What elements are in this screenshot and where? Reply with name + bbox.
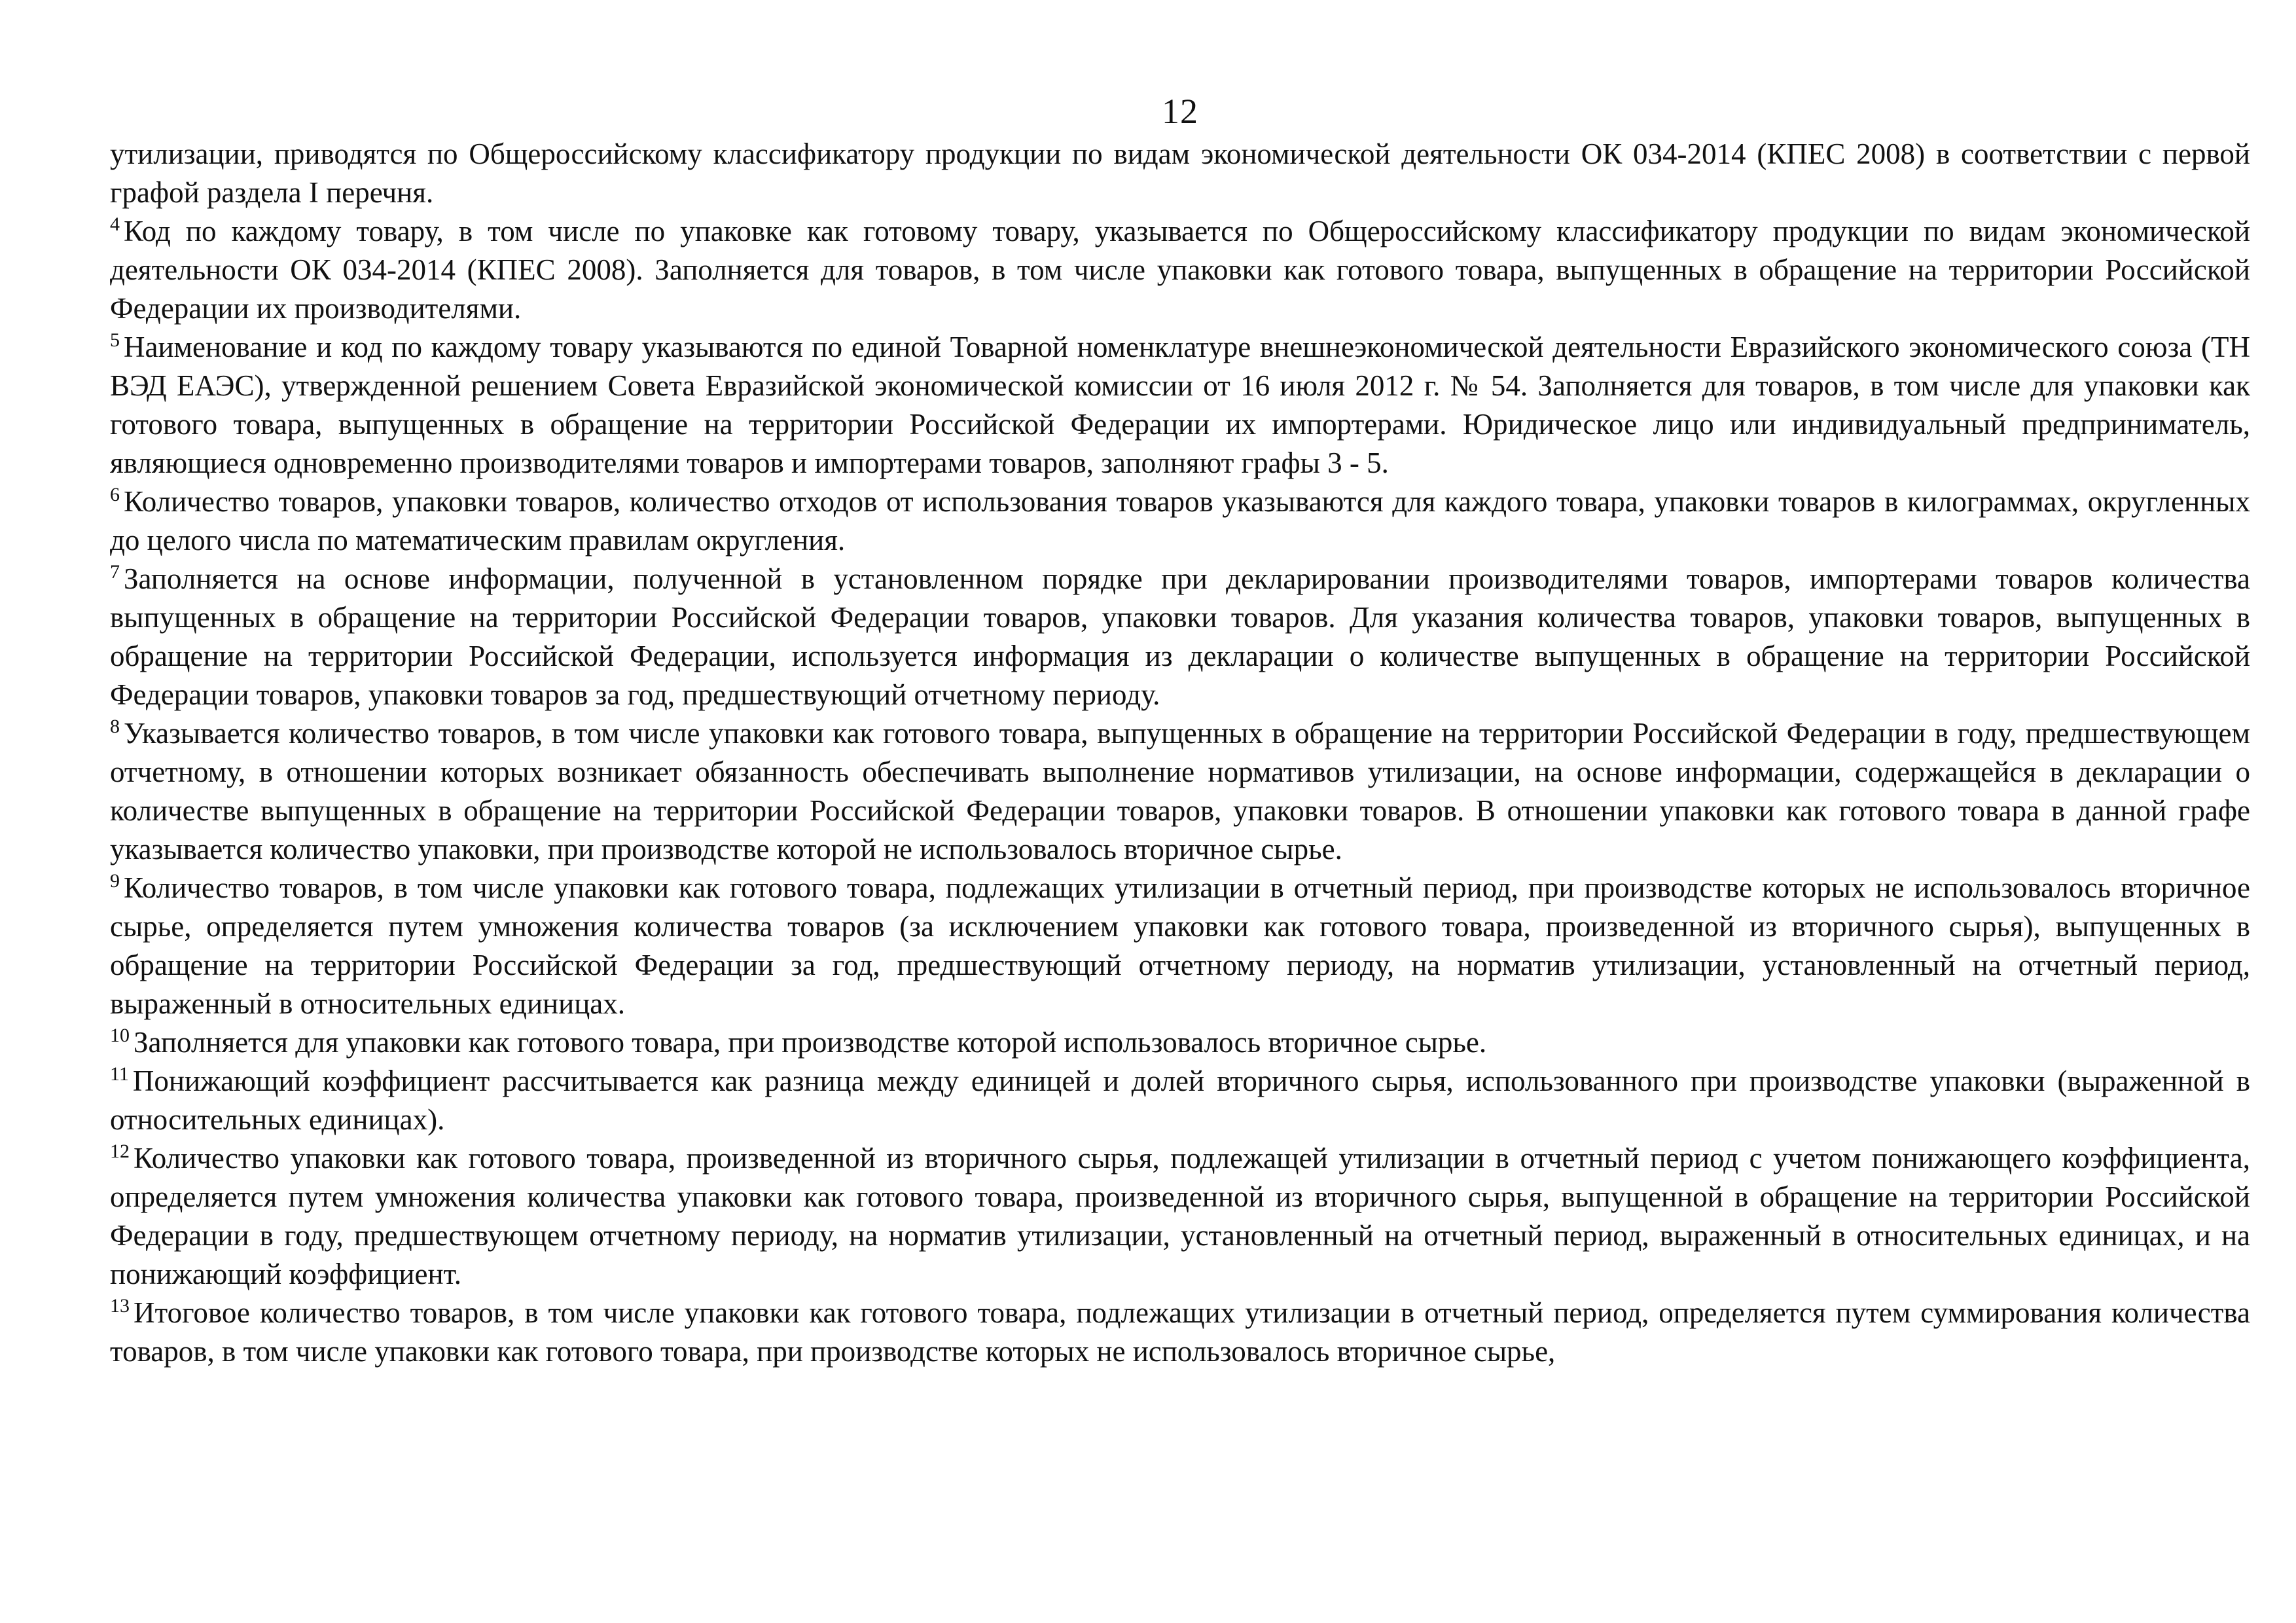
footnote-number: 11 bbox=[110, 1063, 129, 1085]
footnote-text: Наименование и код по каждому товару указываются по единой Товарной номенклатуре внешнеэкономической деятельности Евразийского экономического союза (ТН ВЭД ЕАЭС), утвержденной решением Совета Евразийской экономической комиссии от 16 июля 2012 г. № 54. Заполняется для товаров, в том числе для упаковки как готового товара, выпущенных в обращение на территории Российской Федерации их импортерами. Юридическое лицо или индивидуальный предприниматель, являющиеся одновременно производителями товаров и импортерами товаров, заполняют графы 3 - 5. bbox=[110, 331, 2250, 479]
footnote-8 bbox=[110, 714, 2250, 869]
page-number: 12 bbox=[1162, 92, 1198, 131]
footnote-text: Указывается количество товаров, в том числе упаковки как готового товара, выпущенных в обращение на территории Российской Федерации в году, предшествующем отчетному, в отношении которых возникает обязанность обеспечивать выполнение нормативов утилизации, на основе информации, содержащейся в декларации о количестве выпущенных в обращение на территории Российской Федерации товаров, упаковки товаров. В отношении упаковки как готового товара в данной графе указывается количество упаковки, при производстве которой не использовалось вторичное сырье. bbox=[110, 717, 2250, 866]
footnote-number: 10 bbox=[110, 1025, 130, 1046]
footnote-number: 7 bbox=[110, 561, 120, 583]
footnote-text: Количество товаров, в том числе упаковки как готового товара, подлежащих утилизации в отчетный период, при производстве которых не использовалось вторичное сырье, определяется путем умножения количества товаров (за исключением упаковки как готового товара, произведенной из вторичного сырья), выпущенных в обращение на территории Российской Федерации за год, предшествующий отчетному периоду, на норматив утилизации, установленный на отчетный период, выраженный в относительных единицах. bbox=[110, 871, 2250, 1020]
footnote-11 bbox=[110, 1062, 2250, 1139]
footnote-text: Заполняется на основе информации, полученной в установленном порядке при декларировании производителями товаров, импортерами товаров количества выпущенных в обращение на территории Российской Федерации товаров, упаковки товаров. Для указания количества товаров, упаковки товаров, выпущенных в обращение на территории Российской Федерации, используется информация из декларации о количестве выпущенных в обращение на территории Российской Федерации товаров, упаковки товаров за год, предшествующий отчетному периоду. bbox=[110, 562, 2250, 711]
footnote-text: Количество товаров, упаковки товаров, количество отходов от использования товаров указываются для каждого товара, упаковки товаров в килограммах, округленных до целого числа по математическим правилам округления. bbox=[110, 485, 2250, 556]
footnotes-block bbox=[110, 135, 2250, 1371]
footnote-number: 4 bbox=[110, 213, 120, 235]
footnote-13 bbox=[110, 1294, 2250, 1371]
footnote-text: утилизации, приводятся по Общероссийскому классификатору продукции по видам экономической деятельности ОК 034-2014 (КПЕС 2008) в соответствии с первой графой раздела I перечня. bbox=[110, 137, 2250, 209]
footnote-text: Количество упаковки как готового товара, произведенной из вторичного сырья, подлежащей утилизации в отчетный период с учетом понижающего коэффициента, определяется путем умножения количества упаковки как готового товара, произведенной из вторичного сырья, выпущенной в обращение на территории Российской Федерации в году, предшествующем отчетному периоду, на норматив утилизации, установленный на отчетный период, выраженный в относительных единицах, и на понижающий коэффициент. bbox=[110, 1142, 2250, 1290]
footnote-number: 6 bbox=[110, 484, 120, 505]
footnote-number: 12 bbox=[110, 1140, 130, 1162]
footnote-5 bbox=[110, 328, 2250, 483]
footnote-6 bbox=[110, 483, 2250, 560]
footnote-4 bbox=[110, 212, 2250, 328]
footnote-continuation bbox=[110, 135, 2250, 212]
footnote-text: Понижающий коэффициент рассчитывается как разница между единицей и долей вторичного сырья, использованного при производстве упаковки (выраженной в относительных единицах). bbox=[110, 1065, 2250, 1136]
footnote-number: 5 bbox=[110, 329, 120, 351]
footnote-text: Код по каждому товару, в том числе по упаковке как готовому товару, указывается по Общероссийскому классификатору продукции по видам экономической деятельности ОК 034-2014 (КПЕС 2008). Заполняется для товаров, в том числе упаковки как готового товара, выпущенных в обращение на территории Российской Федерации их производителями. bbox=[110, 215, 2250, 325]
footnote-9 bbox=[110, 869, 2250, 1023]
footnote-10 bbox=[110, 1023, 2250, 1062]
footnote-12 bbox=[110, 1139, 2250, 1294]
footnote-text: Заполняется для упаковки как готового товара, при производстве которой использовалось вторичное сырье. bbox=[134, 1026, 1487, 1059]
footnote-number: 9 bbox=[110, 870, 120, 892]
footnote-number: 8 bbox=[110, 716, 120, 737]
footnote-text: Итоговое количество товаров, в том числе упаковки как готового товара, подлежащих утилизации в отчетный период, определяется путем суммирования количества товаров, в том числе упаковки как готового товара, при производстве которых не использовалось вторичное сырье, bbox=[110, 1296, 2250, 1368]
document-page bbox=[110, 92, 2250, 1371]
footnote-number: 13 bbox=[110, 1295, 130, 1317]
footnote-7 bbox=[110, 560, 2250, 714]
